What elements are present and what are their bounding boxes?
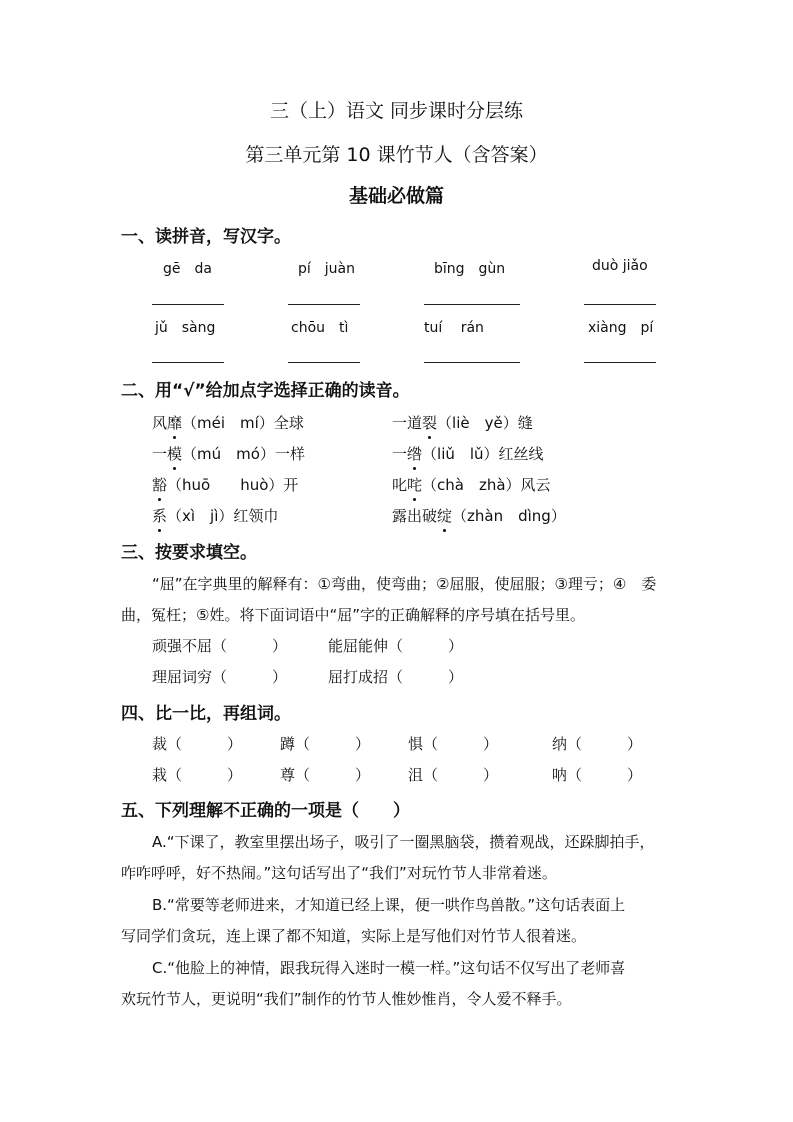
worksheet-title: 三（上）语文 同步课时分层练 [269, 100, 524, 122]
q1-pinyin: duò jiǎo [592, 258, 648, 274]
answer-blank[interactable] [152, 362, 224, 363]
dotted-char: 咤 [407, 476, 423, 494]
dotted-char: 模 [167, 445, 183, 463]
option-a-cont: 咋咋呼呼，好不热闹。”这句话写出了“我们”对玩竹节人非常着迷。 [121, 864, 557, 882]
reading-choice[interactable]: 露出破绽（zhàn dìng） [392, 507, 566, 525]
word-item[interactable]: 裁（ ） [152, 735, 243, 753]
q1-pinyin: bīng gùn [434, 261, 506, 277]
reading-choice[interactable]: 叱咤（chà zhà）风云 [392, 476, 551, 494]
word-item[interactable]: 栽（ ） [152, 766, 243, 784]
q5-heading: 五、下列理解不正确的一项是（ ） [121, 801, 410, 821]
q1-pinyin: jǔ sàng [155, 320, 216, 336]
answer-blank[interactable] [584, 304, 656, 305]
fill-item[interactable]: 能屈能伸（ ） [328, 637, 464, 655]
dotted-char: 绺 [407, 445, 423, 463]
word-item[interactable]: 呐（ ） [552, 766, 643, 784]
option-b[interactable]: B.“常要等老师进来，才知道已经上课，便一哄作鸟兽散。”这句话表面上 [152, 896, 626, 914]
dotted-char: 靡 [167, 414, 183, 432]
option-b-cont: 写同学们贪玩，连上课了都不知道，实际上是写他们对竹节人很着迷。 [121, 927, 587, 945]
reading-choice[interactable]: 一道裂（liè yě）缝 [392, 414, 533, 432]
reading-choice[interactable]: 一绺（liǔ lǔ）红丝线 [392, 445, 544, 463]
fill-item[interactable]: 理屈词穷（ ） [152, 668, 288, 686]
q1-heading: 一、读拼音，写汉字。 [121, 227, 291, 247]
q1-pinyin: pí juàn [298, 261, 355, 277]
q1-pinyin: gē da [163, 261, 212, 277]
q1-pinyin: tuí rán [424, 320, 484, 336]
dotted-char: 豁 [152, 476, 168, 494]
word-item[interactable]: 纳（ ） [552, 735, 643, 753]
q1-pinyin: xiàng pí [588, 320, 654, 336]
reading-choice[interactable]: 系（xì jì）红领巾 [152, 507, 279, 525]
option-c[interactable]: C.“他脸上的神情，跟我玩得入迷时一模一样。”这句话不仅写出了老师喜 [152, 959, 626, 977]
answer-blank[interactable] [152, 304, 224, 305]
q2-heading: 二、用“√”给加点字选择正确的读音。 [121, 381, 410, 401]
word-item[interactable]: 惧（ ） [408, 735, 499, 753]
q3-instruction: 曲，冤枉；⑤姓。将下面词语中“屈”字的正确解释的序号填在括号里。 [121, 606, 585, 624]
option-c-cont: 欢玩竹节人，更说明“我们”制作的竹节人惟妙惟肖，令人爱不释手。 [121, 990, 572, 1008]
word-item[interactable]: 蹲（ ） [280, 735, 371, 753]
q3-instruction: “屈”在字典里的解释有：①弯曲，使弯曲；②屈服，使屈服；③理亏；④ 委 [152, 575, 657, 593]
reading-choice[interactable]: 风靡（méi mí）全球 [152, 414, 304, 432]
word-item[interactable]: 尊（ ） [280, 766, 371, 784]
answer-blank[interactable] [288, 362, 360, 363]
reading-choice[interactable]: 一模（mú mó）一样 [152, 445, 305, 463]
answer-blank[interactable] [288, 304, 360, 305]
fill-item[interactable]: 屈打成招（ ） [328, 668, 464, 686]
answer-blank[interactable] [584, 362, 656, 363]
answer-blank[interactable] [424, 304, 520, 305]
dotted-char: 系 [152, 507, 168, 525]
section-title: 基础必做篇 [348, 185, 444, 207]
q4-heading: 四、比一比，再组词。 [121, 704, 291, 724]
dotted-char: 裂 [422, 414, 438, 432]
option-a[interactable]: A.“下课了，教室里摆出场子，吸引了一圈黑脑袋，攒着观战，还跺脚拍手， [152, 833, 655, 851]
answer-blank[interactable] [424, 362, 520, 363]
lesson-subtitle: 第三单元第 10 课竹节人（含答案） [245, 144, 548, 166]
fill-item[interactable]: 顽强不屈（ ） [152, 637, 288, 655]
q3-heading: 三、按要求填空。 [121, 543, 257, 563]
reading-choice[interactable]: 豁（huō huò）开 [152, 476, 299, 494]
dotted-char: 绽 [437, 507, 453, 525]
word-item[interactable]: 沮（ ） [408, 766, 499, 784]
q1-pinyin: chōu tì [291, 320, 349, 336]
